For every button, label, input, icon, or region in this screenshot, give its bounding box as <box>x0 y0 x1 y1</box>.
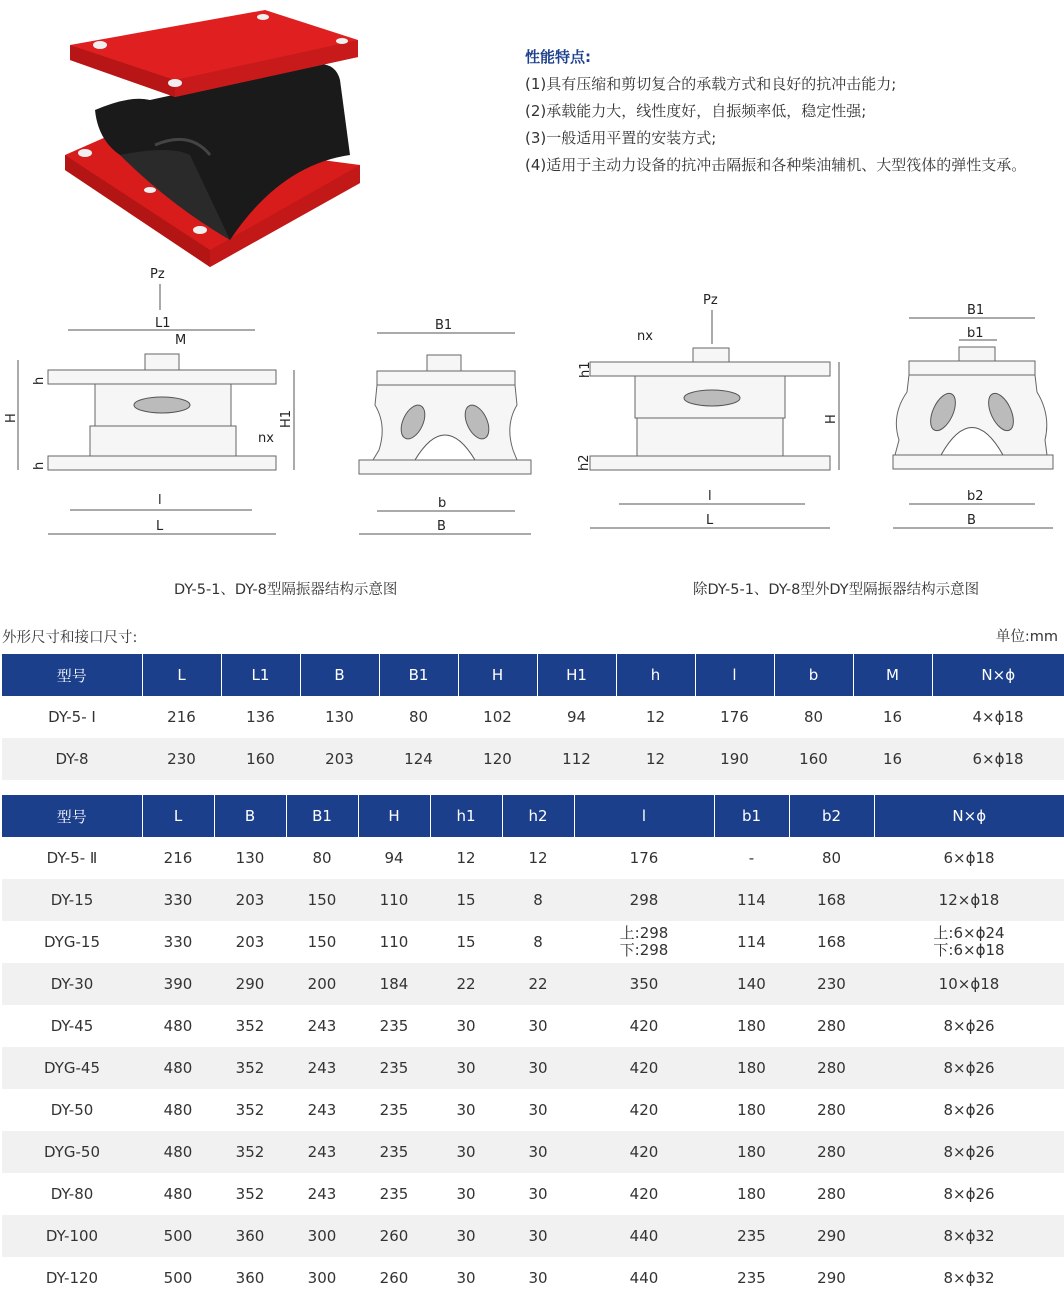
column-header: l <box>695 654 774 696</box>
column-header: b2 <box>789 795 874 837</box>
table-cell: 130 <box>300 696 379 738</box>
table-cell: 352 <box>214 1089 286 1131</box>
table-cell: 420 <box>574 1131 714 1173</box>
table-cell: 280 <box>789 1089 874 1131</box>
table-cell: 360 <box>214 1215 286 1257</box>
table-cell: 203 <box>214 879 286 921</box>
label-nx: nx <box>258 431 274 446</box>
table-cell: 390 <box>142 963 214 1005</box>
label-pz: Pz <box>150 267 165 282</box>
table-cell: DY-80 <box>2 1173 142 1215</box>
table-cell: 176 <box>695 696 774 738</box>
table-cell: 440 <box>574 1257 714 1299</box>
section-title: 外形尺寸和接口尺寸: <box>2 630 138 646</box>
table-cell: 352 <box>214 1005 286 1047</box>
label-h: H <box>4 413 19 423</box>
diagram-front-view-2 <box>885 300 1060 530</box>
table-row <box>2 963 1064 1005</box>
label-b1-2: B1 <box>967 303 985 318</box>
table-cell: 102 <box>458 696 537 738</box>
label-l-small: l <box>158 493 162 508</box>
label-l1: L1 <box>155 316 171 331</box>
table-cell: 8×ϕ26 <box>874 1005 1064 1047</box>
table-cell: 290 <box>789 1215 874 1257</box>
table-cell: 8×ϕ26 <box>874 1173 1064 1215</box>
feature-item: (4)适用于主动力设备的抗冲击隔振和各种柴油辅机、大型筏体的弹性支承。 <box>525 156 1027 174</box>
table-cell: 230 <box>142 738 221 780</box>
column-header: l <box>574 795 714 837</box>
table-cell: DYG-50 <box>2 1131 142 1173</box>
label-m: M <box>175 333 187 348</box>
table-cell: 30 <box>430 1089 502 1131</box>
table-cell: 8 <box>502 921 574 963</box>
table-row <box>2 1215 1064 1257</box>
label-l-big: L <box>156 519 164 534</box>
table-cell: 352 <box>214 1173 286 1215</box>
table-cell: 30 <box>502 1089 574 1131</box>
table-cell: DY-15 <box>2 879 142 921</box>
table-cell: 30 <box>430 1257 502 1299</box>
column-header: b <box>774 654 853 696</box>
table-cell: 160 <box>774 738 853 780</box>
label-b1-small: b1 <box>967 326 984 341</box>
table-cell: 280 <box>789 1131 874 1173</box>
table-cell: 120 <box>458 738 537 780</box>
table-cell: 480 <box>142 1089 214 1131</box>
diagram-front-view-1 <box>355 315 535 540</box>
table-cell: 300 <box>286 1215 358 1257</box>
table-cell: 352 <box>214 1047 286 1089</box>
table-cell: 230 <box>789 963 874 1005</box>
table-cell: 114 <box>714 921 789 963</box>
table-cell: 136 <box>221 696 300 738</box>
table-cell: 30 <box>502 1005 574 1047</box>
column-header: L <box>142 654 221 696</box>
table-cell: 30 <box>502 1131 574 1173</box>
table-cell: 216 <box>142 696 221 738</box>
table-cell: 30 <box>430 1005 502 1047</box>
table-cell: 180 <box>714 1047 789 1089</box>
label-nx-2: nx <box>637 329 653 344</box>
table-cell: 22 <box>430 963 502 1005</box>
table-cell: 203 <box>300 738 379 780</box>
table-cell: DY-45 <box>2 1005 142 1047</box>
table-cell: 22 <box>502 963 574 1005</box>
spec-table-1 <box>2 654 1064 780</box>
table-cell: 6×ϕ18 <box>932 738 1064 780</box>
table-cell: 298 <box>574 879 714 921</box>
table-cell: 16 <box>853 696 932 738</box>
table-cell: 330 <box>142 921 214 963</box>
table-cell: 168 <box>789 879 874 921</box>
table-cell: 280 <box>789 1173 874 1215</box>
table-cell: 130 <box>214 837 286 879</box>
caption-right: 除DY-5-1、DY-8型外DY型隔振器结构示意图 <box>693 582 980 598</box>
table-cell: 290 <box>214 963 286 1005</box>
table-cell: 8×ϕ32 <box>874 1257 1064 1299</box>
table-cell: 203 <box>214 921 286 963</box>
table-cell: 140 <box>714 963 789 1005</box>
label-l-big-2: L <box>706 513 714 528</box>
table-header-row <box>2 654 1064 696</box>
label-h-small-2: h <box>32 461 47 470</box>
table-cell: 243 <box>286 1173 358 1215</box>
table-cell: 8×ϕ26 <box>874 1131 1064 1173</box>
table-cell: 500 <box>142 1215 214 1257</box>
label-b-big-2: B <box>967 513 976 528</box>
table-cell: 280 <box>789 1047 874 1089</box>
table-row <box>2 1047 1064 1089</box>
table-cell: 30 <box>430 1215 502 1257</box>
table-row <box>2 696 1064 738</box>
table-cell: 80 <box>379 696 458 738</box>
table-cell: 30 <box>502 1215 574 1257</box>
table-cell: DY-5- Ⅰ <box>2 696 142 738</box>
table-cell: DY-100 <box>2 1215 142 1257</box>
table-cell: 235 <box>358 1131 430 1173</box>
table-cell: 235 <box>358 1089 430 1131</box>
table-cell: 440 <box>574 1215 714 1257</box>
feature-item: (1)具有压缩和剪切复合的承载方式和良好的抗冲击能力; <box>525 75 897 93</box>
table-cell: 12 <box>502 837 574 879</box>
column-header: h <box>616 654 695 696</box>
table-cell: 15 <box>430 879 502 921</box>
table-cell: 上:298 下:298 <box>574 921 714 963</box>
table-row <box>2 738 1064 780</box>
table-cell: 216 <box>142 837 214 879</box>
label-l-small-2: l <box>708 489 712 504</box>
table-cell: 6×ϕ18 <box>874 837 1064 879</box>
table-cell: 80 <box>774 696 853 738</box>
table-cell: DY-5- Ⅱ <box>2 837 142 879</box>
table-cell: 168 <box>789 921 874 963</box>
table-cell: 420 <box>574 1047 714 1089</box>
table-cell: 235 <box>714 1257 789 1299</box>
table-cell: 12 <box>616 696 695 738</box>
table-header-row <box>2 795 1064 837</box>
table-cell: 160 <box>221 738 300 780</box>
table-cell: 235 <box>358 1173 430 1215</box>
table-cell: 260 <box>358 1215 430 1257</box>
column-header: 型号 <box>2 654 142 696</box>
table-row <box>2 1173 1064 1215</box>
table-cell: 280 <box>789 1005 874 1047</box>
diagram-side-view-1 <box>0 262 300 542</box>
table-cell: DY-8 <box>2 738 142 780</box>
table-cell: 260 <box>358 1257 430 1299</box>
table-cell: 360 <box>214 1257 286 1299</box>
label-h1: H1 <box>279 409 294 428</box>
table-cell: 8×ϕ32 <box>874 1215 1064 1257</box>
table-row <box>2 921 1064 963</box>
label-h1-small: h1 <box>578 361 593 378</box>
column-header: h2 <box>502 795 574 837</box>
table-cell: 480 <box>142 1005 214 1047</box>
table-cell: 150 <box>286 879 358 921</box>
table-cell: 184 <box>358 963 430 1005</box>
spec-table-2 <box>2 795 1064 1299</box>
table-cell: 94 <box>537 696 616 738</box>
table-cell: 176 <box>574 837 714 879</box>
column-header: N×ϕ <box>874 795 1064 837</box>
column-header: L1 <box>221 654 300 696</box>
column-header: H <box>458 654 537 696</box>
table-cell: DYG-45 <box>2 1047 142 1089</box>
table-row <box>2 1089 1064 1131</box>
table-cell: 30 <box>502 1257 574 1299</box>
table-cell: 30 <box>430 1047 502 1089</box>
table-cell: 80 <box>789 837 874 879</box>
table-cell: 235 <box>358 1005 430 1047</box>
table-row <box>2 1005 1064 1047</box>
label-h-small: h <box>32 376 47 385</box>
table-cell: 12 <box>430 837 502 879</box>
label-h-2: H <box>824 414 839 424</box>
table-cell: 352 <box>214 1131 286 1173</box>
unit-label: 单位:mm <box>995 629 1058 645</box>
table-row <box>2 1131 1064 1173</box>
table-cell: 8 <box>502 879 574 921</box>
table-cell: 500 <box>142 1257 214 1299</box>
table-cell: 上:6×ϕ24 下:6×ϕ18 <box>874 921 1064 963</box>
label-b2-small: b2 <box>967 489 984 504</box>
label-h2-small: h2 <box>577 454 592 471</box>
column-header: H1 <box>537 654 616 696</box>
label-b1: B1 <box>435 318 453 333</box>
feature-item: (3)一般适用平置的安装方式; <box>525 129 717 147</box>
table-row <box>2 1257 1064 1299</box>
table-cell: 180 <box>714 1173 789 1215</box>
column-header: L <box>142 795 214 837</box>
table-cell: DY-50 <box>2 1089 142 1131</box>
table-cell: 330 <box>142 879 214 921</box>
table-cell: 180 <box>714 1005 789 1047</box>
table-cell: 350 <box>574 963 714 1005</box>
label-b-small: b <box>438 496 447 511</box>
table-cell: 110 <box>358 921 430 963</box>
table-cell: 114 <box>714 879 789 921</box>
table-cell: 12 <box>616 738 695 780</box>
caption-left: DY-5-1、DY-8型隔振器结构示意图 <box>174 582 398 598</box>
table-cell: 110 <box>358 879 430 921</box>
table-cell: 16 <box>853 738 932 780</box>
table-cell: - <box>714 837 789 879</box>
table-cell: 30 <box>502 1047 574 1089</box>
features-title: 性能特点: <box>525 48 591 66</box>
table-cell: 420 <box>574 1005 714 1047</box>
features-block <box>525 44 1064 179</box>
table-cell: 8×ϕ26 <box>874 1047 1064 1089</box>
table-cell: 480 <box>142 1131 214 1173</box>
table-row <box>2 837 1064 879</box>
table-cell: DY-120 <box>2 1257 142 1299</box>
table-cell: DYG-15 <box>2 921 142 963</box>
table-cell: 243 <box>286 1005 358 1047</box>
table-cell: 420 <box>574 1089 714 1131</box>
column-header: M <box>853 654 932 696</box>
table-cell: 243 <box>286 1131 358 1173</box>
table-cell: 480 <box>142 1047 214 1089</box>
table-cell: 12×ϕ18 <box>874 879 1064 921</box>
table-cell: 180 <box>714 1131 789 1173</box>
feature-item: (2)承载能力大，线性度好，自振频率低，稳定性强; <box>525 102 867 120</box>
table-cell: 94 <box>358 837 430 879</box>
table-cell: 420 <box>574 1173 714 1215</box>
table-cell: 300 <box>286 1257 358 1299</box>
table-cell: 112 <box>537 738 616 780</box>
table-cell: 180 <box>714 1089 789 1131</box>
table-cell: 124 <box>379 738 458 780</box>
table-cell: 30 <box>502 1173 574 1215</box>
diagram-side-view-2 <box>555 288 845 533</box>
table-cell: 150 <box>286 921 358 963</box>
table-row <box>2 879 1064 921</box>
table-cell: 4×ϕ18 <box>932 696 1064 738</box>
table-cell: 200 <box>286 963 358 1005</box>
table-cell: 243 <box>286 1047 358 1089</box>
table-cell: 243 <box>286 1089 358 1131</box>
column-header: B1 <box>286 795 358 837</box>
column-header: h1 <box>430 795 502 837</box>
column-header: 型号 <box>2 795 142 837</box>
column-header: B <box>300 654 379 696</box>
column-header: B1 <box>379 654 458 696</box>
label-b-big: B <box>437 519 446 534</box>
table-cell: 10×ϕ18 <box>874 963 1064 1005</box>
column-header: H <box>358 795 430 837</box>
table-cell: DY-30 <box>2 963 142 1005</box>
column-header: b1 <box>714 795 789 837</box>
table-cell: 480 <box>142 1173 214 1215</box>
product-image <box>60 5 370 270</box>
table-cell: 190 <box>695 738 774 780</box>
table-cell: 80 <box>286 837 358 879</box>
table-cell: 15 <box>430 921 502 963</box>
table-cell: 235 <box>714 1215 789 1257</box>
table-cell: 290 <box>789 1257 874 1299</box>
column-header: N×ϕ <box>932 654 1064 696</box>
table-cell: 8×ϕ26 <box>874 1089 1064 1131</box>
label-pz-2: Pz <box>703 293 718 308</box>
table-cell: 30 <box>430 1173 502 1215</box>
column-header: B <box>214 795 286 837</box>
table-cell: 30 <box>430 1131 502 1173</box>
table-cell: 235 <box>358 1047 430 1089</box>
